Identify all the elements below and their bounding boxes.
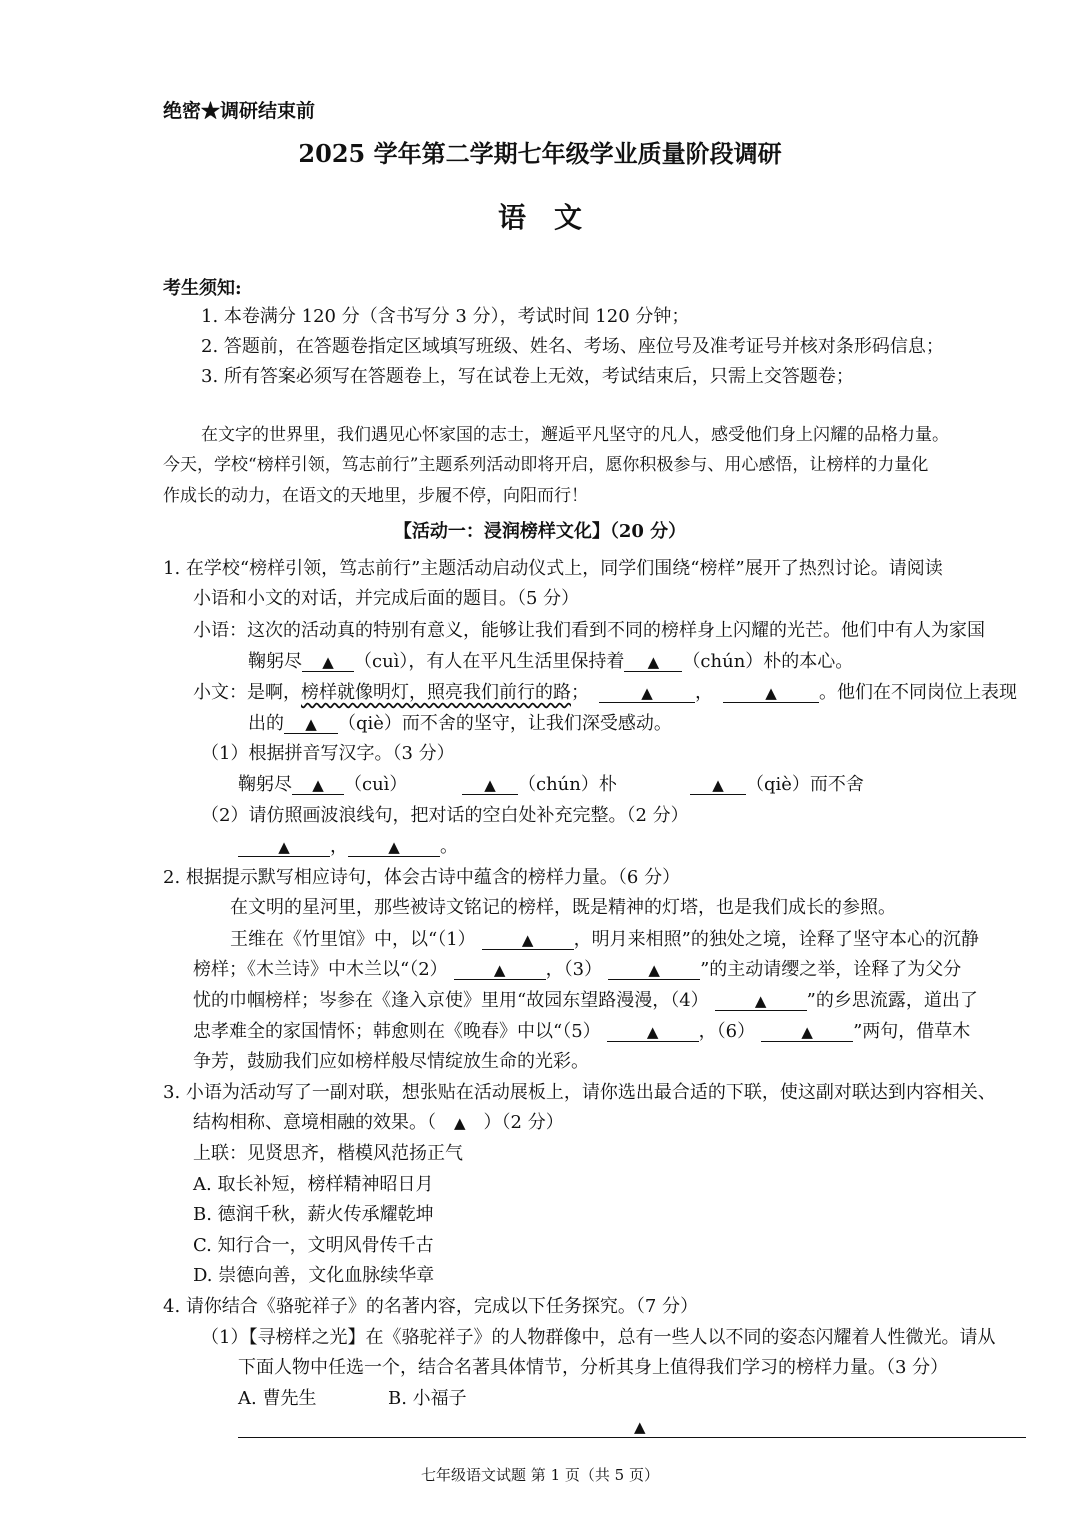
text: 鞠躬尽 bbox=[248, 651, 302, 672]
text: （chún）朴的本心。 bbox=[682, 651, 854, 672]
triangle-icon: ▲ bbox=[648, 961, 660, 979]
text: （cuì），有人在平凡生活里保持着 bbox=[354, 651, 625, 672]
triangle-icon[interactable]: ▲ bbox=[454, 1114, 466, 1132]
text: 忧的巾帼榜样；岑参在《逢入京使》里用“故园东望路漫漫，（4） bbox=[193, 990, 709, 1011]
q4-option-a[interactable]: A. 曹先生 bbox=[238, 1388, 317, 1409]
triangle-icon: ▲ bbox=[801, 1023, 813, 1041]
wavy-underlined-sentence: 榜样就像明灯，照亮我们前行的路 bbox=[301, 682, 571, 703]
text: ”两句，借草木 bbox=[853, 1021, 971, 1042]
q4-sub1: （1）【寻榜样之光】在《骆驼祥子》的人物群像中，总有一些人以不同的姿态闪耀着人性微光。请从 bbox=[201, 1327, 996, 1348]
activity-heading: 【活动一：浸润榜样文化】（20 分） bbox=[393, 521, 687, 542]
intro-line: 在文字的世界里，我们遇见心怀家国的志士，邂逅平凡坚守的凡人，感受他们身上闪耀的品格力量。 bbox=[201, 425, 949, 445]
q1-sub2: （2）请仿照画波浪线句，把对话的空白处补充完整。（2 分） bbox=[201, 805, 689, 826]
triangle-icon: ▲ bbox=[322, 653, 334, 671]
text: ”的主动请缨之举，诠释了为父分 bbox=[700, 959, 962, 980]
q3-option-c[interactable]: C. 知行合一，文明风骨传千古 bbox=[193, 1235, 434, 1256]
answer-blank[interactable] bbox=[482, 931, 574, 950]
triangle-icon: ▲ bbox=[388, 838, 400, 856]
q1-xiaoyu: 小语：这次的活动真的特别有意义，能够让我们看到不同的榜样身上闪耀的光芒。他们中有人为家国 bbox=[193, 620, 985, 641]
text: ，（6） bbox=[698, 1021, 756, 1042]
q4-sub1: 下面人物中任选一个，结合名著具体情节，分析其身上值得我们学习的榜样力量。（3 分） bbox=[238, 1357, 949, 1378]
answer-blank[interactable] bbox=[607, 1023, 699, 1042]
exam-title: 2025 学年第二学期七年级学业质量阶段调研 bbox=[298, 139, 782, 168]
triangle-icon: ▲ bbox=[712, 776, 724, 794]
answer-blank[interactable] bbox=[608, 961, 700, 980]
q1-xiaowen bbox=[248, 712, 672, 736]
q4-stem: 4. 请你结合《骆驼祥子》的名著内容，完成以下任务探究。（7 分） bbox=[163, 1296, 699, 1317]
answer-blank[interactable] bbox=[462, 776, 518, 795]
answer-blank[interactable] bbox=[348, 838, 440, 857]
text: ，（3） bbox=[545, 959, 603, 980]
answer-blank[interactable] bbox=[292, 776, 344, 795]
text: （qiè）而不舍 bbox=[746, 774, 864, 795]
q1-sub1: （1）根据拼音写汉字。（3 分） bbox=[201, 743, 455, 764]
q2-text bbox=[230, 928, 979, 952]
text: ，明月来相照”的独处之境，诠释了坚守本心的沉静 bbox=[573, 929, 979, 950]
triangle-icon: ▲ bbox=[646, 1023, 659, 1041]
answer-blank[interactable] bbox=[284, 715, 338, 734]
answer-line[interactable] bbox=[238, 1437, 1026, 1438]
text: ”的乡思流露，道出了 bbox=[806, 990, 978, 1011]
text: 小文：是啊， bbox=[193, 682, 301, 703]
q3-stem bbox=[193, 1111, 564, 1135]
q2-text: 在文明的星河里，那些被诗文铭记的榜样，既是精神的灯塔，也是我们成长的参照。 bbox=[230, 897, 896, 918]
answer-blank[interactable] bbox=[715, 992, 807, 1011]
intro-line: 今天，学校“榜样引领，笃志前行”主题系列活动即将开启，愿你积极参与、用心感悟，让榜样的力量化 bbox=[163, 455, 929, 475]
triangle-icon: ▲ bbox=[521, 931, 534, 949]
page-footer: 七年级语文试题 第 1 页（共 5 页） bbox=[421, 1466, 659, 1484]
text: 。 bbox=[440, 836, 458, 857]
text: 榜样；《木兰诗》中木兰以“（2） bbox=[193, 959, 448, 980]
triangle-icon: ▲ bbox=[765, 684, 777, 702]
q1-sub1-answers bbox=[690, 773, 864, 797]
answer-blank[interactable] bbox=[723, 684, 819, 703]
text: 出的 bbox=[248, 713, 284, 734]
text: （cuì） bbox=[344, 774, 408, 795]
notice-heading: 考生须知: bbox=[163, 278, 242, 299]
text: 鞠躬尽 bbox=[238, 774, 292, 795]
answer-blank[interactable] bbox=[454, 961, 546, 980]
triangle-icon: ▲ bbox=[484, 776, 496, 794]
answer-blank[interactable] bbox=[302, 653, 354, 672]
text: ）（2 分） bbox=[483, 1112, 564, 1133]
q1-sub1-answers bbox=[238, 773, 407, 797]
answer-blank[interactable] bbox=[761, 1023, 853, 1042]
triangle-icon: ▲ bbox=[647, 653, 660, 671]
notice-item: 1. 本卷满分 120 分（含书写分 3 分），考试时间 120 分钟； bbox=[201, 306, 690, 327]
q1-stem: 小语和小文的对话，并完成后面的题目。（5 分） bbox=[193, 588, 580, 609]
q3-option-d[interactable]: D. 崇德向善，文化血脉续华章 bbox=[193, 1265, 435, 1286]
triangle-icon: ▲ bbox=[641, 684, 653, 702]
q2-text bbox=[193, 1020, 970, 1044]
answer-blank[interactable] bbox=[599, 684, 695, 703]
text: ， bbox=[695, 682, 713, 703]
q2-text bbox=[193, 989, 978, 1013]
q2-stem: 2. 根据提示默写相应诗句，体会古诗中蕴含的榜样力量。（6 分） bbox=[163, 867, 681, 888]
triangle-icon: ▲ bbox=[312, 776, 324, 794]
q3-stem: 3. 小语为活动写了一副对联，想张贴在活动展板上，请你选出最合适的下联，使这副对联达到内容相关、 bbox=[163, 1082, 996, 1103]
q1-sub2-answers bbox=[238, 835, 458, 859]
q2-text: 争芳，鼓励我们应如榜样般尽情绽放生命的光彩。 bbox=[193, 1051, 589, 1072]
q1-xiaowen bbox=[193, 681, 1017, 705]
subject-title: 语文 bbox=[497, 201, 610, 234]
q2-text bbox=[193, 958, 961, 982]
text: 结构相称、意境相融的效果。（ bbox=[193, 1112, 436, 1133]
triangle-icon: ▲ bbox=[305, 715, 317, 733]
q1-sub1-answers bbox=[462, 773, 617, 797]
q4-option-b[interactable]: B. 小福子 bbox=[388, 1388, 467, 1409]
notice-item: 2. 答题前，在答题卷指定区域填写班级、姓名、考场、座位号及准考证号并核对条形码信息； bbox=[201, 336, 944, 357]
intro-line: 作成长的动力，在语文的天地里，步履不停，向阳而行！ bbox=[163, 486, 588, 506]
text: 王维在《竹里馆》中，以“（1） bbox=[230, 929, 476, 950]
notice-item: 3. 所有答案必须写在答题卷上，写在试卷上无效，考试结束后，只需上交答题卷； bbox=[201, 366, 854, 387]
triangle-icon: ▲ bbox=[493, 961, 506, 979]
answer-blank[interactable] bbox=[690, 776, 746, 795]
text: 忠孝难全的家国情怀；韩愈则在《晚春》中以“（5） bbox=[193, 1021, 601, 1042]
text: ， bbox=[330, 836, 348, 857]
text: （qiè）而不舍的坚守，让我们深受感动。 bbox=[338, 713, 672, 734]
triangle-icon: ▲ bbox=[634, 1418, 646, 1436]
text: 。他们在不同岗位上表现 bbox=[819, 682, 1017, 703]
triangle-icon: ▲ bbox=[754, 992, 767, 1010]
text: ； bbox=[571, 682, 589, 703]
q1-xiaoyu bbox=[248, 650, 853, 674]
q3-upper-couplet: 上联：见贤思齐，楷模风范扬正气 bbox=[193, 1143, 463, 1164]
answer-blank[interactable] bbox=[624, 653, 682, 672]
answer-blank[interactable] bbox=[238, 838, 330, 857]
q3-option-a[interactable]: A. 取长补短，榜样精神昭日月 bbox=[193, 1174, 434, 1195]
q3-option-b[interactable]: B. 德润千秋，薪火传承耀乾坤 bbox=[193, 1204, 434, 1225]
text: （chún）朴 bbox=[518, 774, 617, 795]
triangle-icon: ▲ bbox=[278, 838, 290, 856]
q1-stem: 1. 在学校“榜样引领，笃志前行”主题活动启动仪式上，同学们围绕“榜样”展开了热烈讨论。请阅读 bbox=[163, 558, 943, 579]
secrecy-label: 绝密★调研结束前 bbox=[163, 100, 316, 122]
